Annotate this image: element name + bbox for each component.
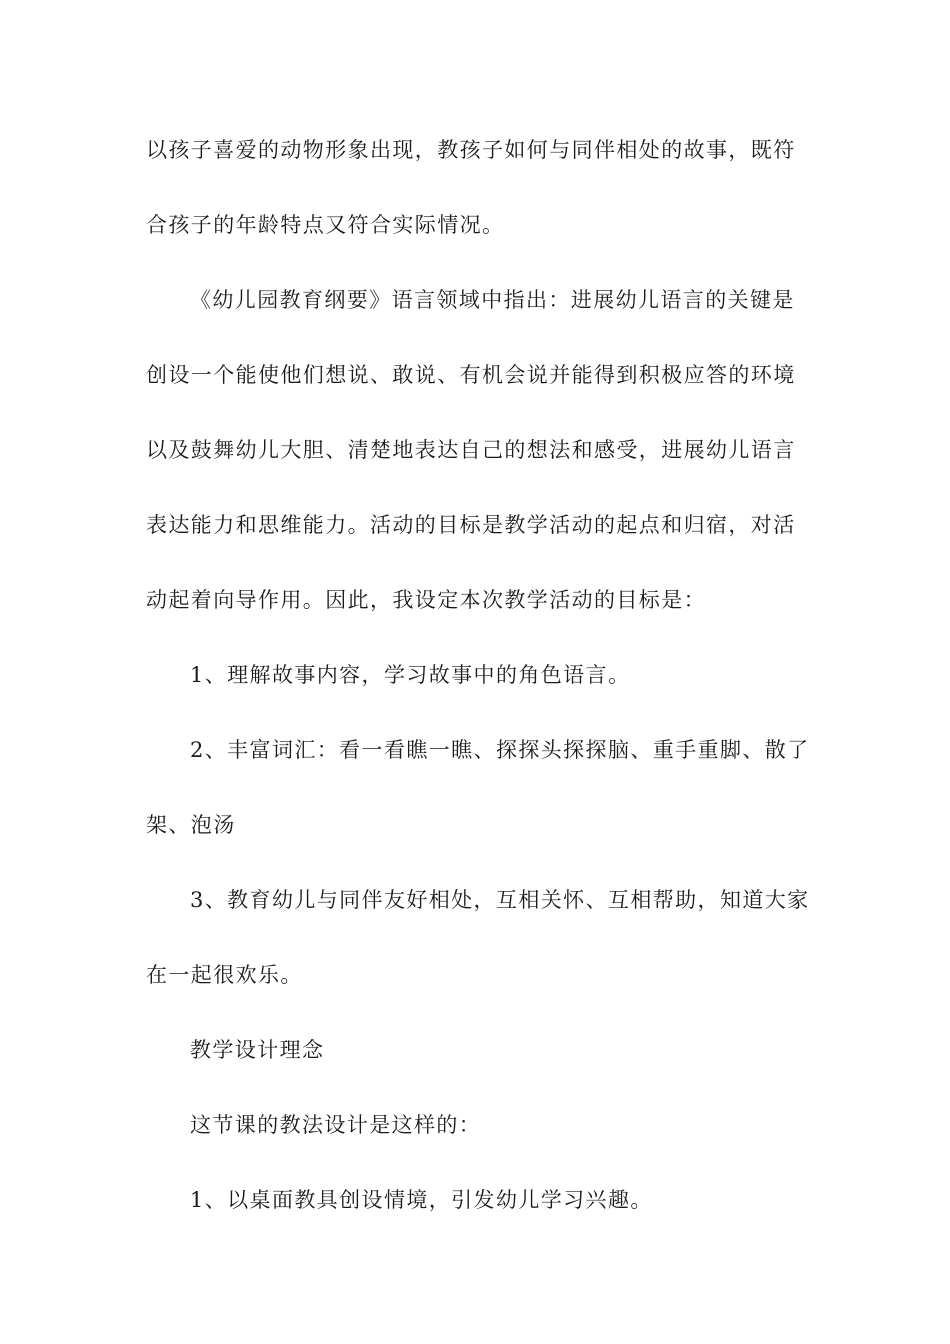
- list-item: 1、理解故事内容，学习故事中的角色语言。: [190, 663, 631, 687]
- list-item-continuation: 在一起很欢乐。: [146, 963, 303, 987]
- list-item: 1、以桌面教具创设情境，引发幼儿学习兴趣。: [190, 1188, 653, 1212]
- paragraph-line: 以孩子喜爱的动物形象出现，教孩子如何与同伴相处的故事，既符: [146, 138, 796, 162]
- list-item: 2、丰富词汇：看一看瞧一瞧、探探头探探脑、重手重脚、散了: [190, 738, 810, 762]
- list-item-continuation: 架、泡汤: [146, 813, 236, 837]
- paragraph-line: 创设一个能使他们想说、敢说、有机会说并能得到积极应答的环境: [146, 363, 796, 387]
- paragraph-line: 表达能力和思维能力。活动的目标是教学活动的起点和归宿，对活: [146, 513, 796, 537]
- section-heading: 教学设计理念: [190, 1038, 325, 1062]
- paragraph-line: 这节课的教法设计是这样的：: [190, 1113, 482, 1137]
- paragraph-line: 《幼儿园教育纲要》语言领域中指出：进展幼儿语言的关键是: [190, 288, 795, 312]
- list-item: 3、教育幼儿与同伴友好相处，互相关怀、互相帮助，知道大家: [190, 888, 810, 912]
- paragraph-line: 动起着向导作用。因此，我设定本次教学活动的目标是：: [146, 588, 706, 612]
- paragraph-line: 以及鼓舞幼儿大胆、清楚地表达自己的想法和感受，进展幼儿语言: [146, 438, 796, 462]
- paragraph-line: 合孩子的年龄特点又符合实际情况。: [146, 213, 505, 237]
